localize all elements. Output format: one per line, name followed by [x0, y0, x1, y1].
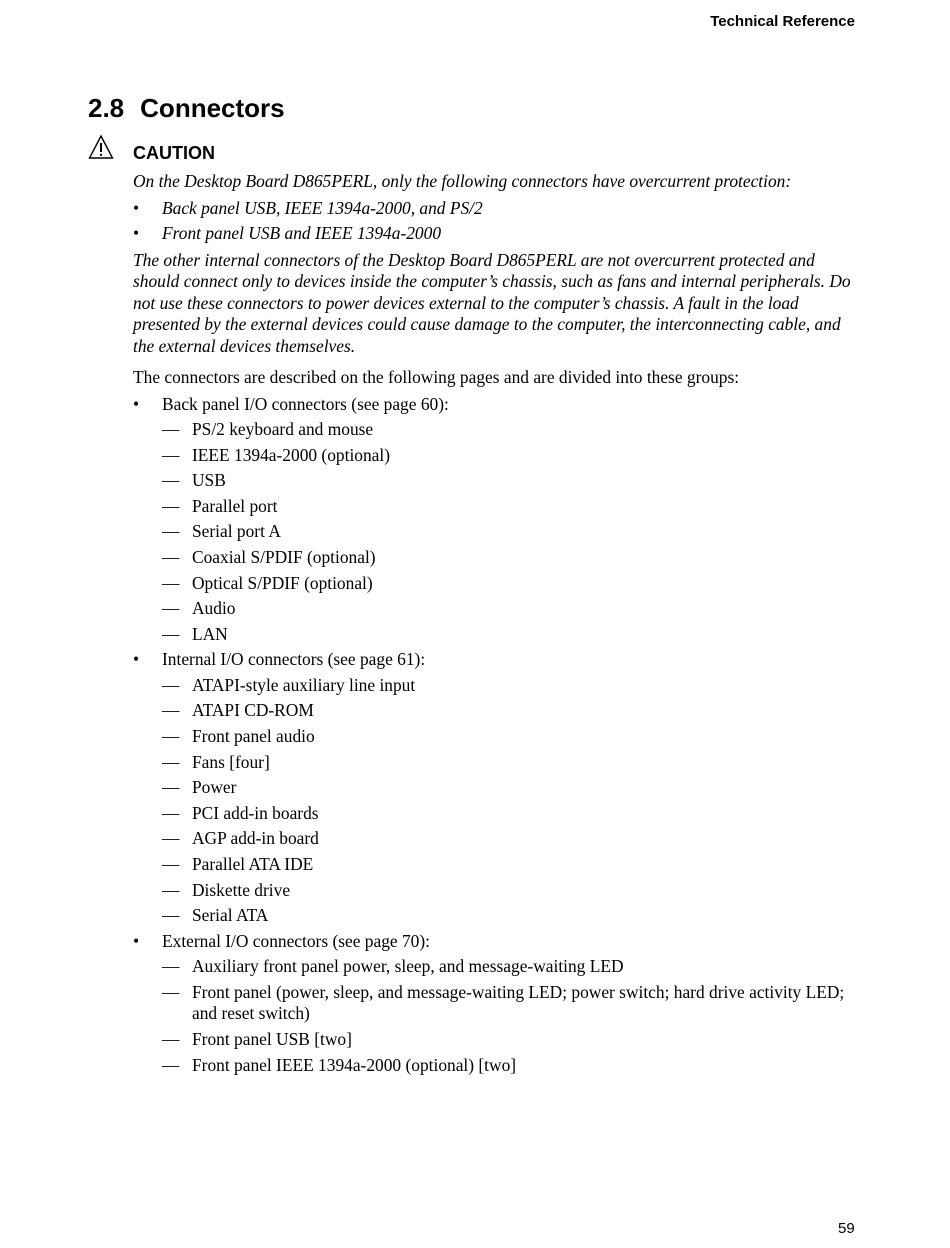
- list-item: — ATAPI CD-ROM: [162, 700, 314, 721]
- list-item: — USB: [162, 470, 226, 491]
- list-item: — Audio: [162, 598, 236, 619]
- bullet: •: [133, 393, 140, 414]
- connector-group-back-panel: [133, 394, 858, 646]
- list-item: — AGP add-in board: [162, 828, 319, 849]
- connector-list: [133, 675, 858, 927]
- list-item: — PS/2 keyboard and mouse: [162, 419, 374, 439]
- section-number: 2.8: [88, 93, 125, 123]
- list-item: — ATAPI-style auxiliary line input: [162, 674, 416, 695]
- list-item: — Front panel IEEE 1394a-2000 (optional) [two]: [162, 1054, 517, 1075]
- list-item: — Power: [162, 777, 237, 798]
- body-text: [133, 171, 858, 1080]
- list-item: — IEEE 1394a-2000 (optional): [162, 444, 391, 465]
- list-item: • Front panel USB and IEEE 1394a-2000: [133, 223, 442, 243]
- bullet: •: [133, 649, 140, 670]
- group-label: External I/O connectors (see page 70):: [162, 930, 430, 951]
- bullet: •: [133, 197, 140, 218]
- protected-connectors-list: [133, 198, 858, 245]
- list-item: — Fans [four]: [162, 751, 270, 772]
- list-item: — Diskette drive: [162, 879, 291, 900]
- list-item: — Parallel ATA IDE: [162, 854, 314, 874]
- caution-intro: On the Desktop Board D865PERL, only the following connectors have overcurrent protection:: [133, 171, 792, 191]
- group-label: Internal I/O connectors (see page 61):: [162, 649, 426, 670]
- connector-group-internal: [133, 649, 858, 926]
- list-item: — Optical S/PDIF (optional): [162, 572, 373, 593]
- section-title-text: Connectors: [140, 93, 285, 123]
- list-item: — Serial ATA: [162, 905, 269, 926]
- connector-list: [133, 419, 858, 645]
- list-item: — Auxiliary front panel power, sleep, and message-waiting LED: [162, 956, 624, 977]
- list-item: — Parallel port: [162, 495, 278, 516]
- connector-list: [133, 956, 858, 1076]
- list-item: — Front panel USB [two]: [162, 1028, 352, 1049]
- list-item: — Serial port A: [162, 521, 281, 542]
- bullet: •: [133, 223, 140, 243]
- connector-group-external: [133, 931, 858, 1076]
- list-item: — Coaxial S/PDIF (optional): [162, 546, 376, 567]
- list-item: — Front panel audio: [162, 726, 315, 747]
- list-item: — Front panel (power, sleep, and message-waiting LED; power switch; hard drive activity LED; and reset switch): [162, 981, 845, 1024]
- running-head: Technical Reference: [710, 13, 855, 30]
- list-item: • Back panel USB, IEEE 1394a-2000, and PS/2: [133, 197, 483, 218]
- section-title: [88, 93, 285, 124]
- bullet: •: [133, 930, 140, 951]
- group-label: Back panel I/O connectors (see page 60):: [162, 393, 449, 414]
- connector-groups: [133, 394, 858, 1077]
- list-item: — PCI add-in boards: [162, 802, 319, 823]
- warning-triangle-icon: [88, 134, 114, 160]
- page-number: 59: [838, 1220, 855, 1237]
- groups-intro: The connectors are described on the following pages and are divided into these groups:: [133, 367, 740, 387]
- list-item: — LAN: [162, 623, 228, 644]
- caution-heading: CAUTION: [133, 143, 215, 163]
- caution-note: The other internal connectors of the Desktop Board D865PERL are not overcurrent protected and should connect only to devices inside the computer’s chassis, such as fans and internal peripherals. Do not use these connectors to power devices external to the computer’s chassis. A fault in the load presented by the external devices could cause damage to the computer, the interconnecting cable, and the external devices themselves.: [133, 249, 851, 356]
